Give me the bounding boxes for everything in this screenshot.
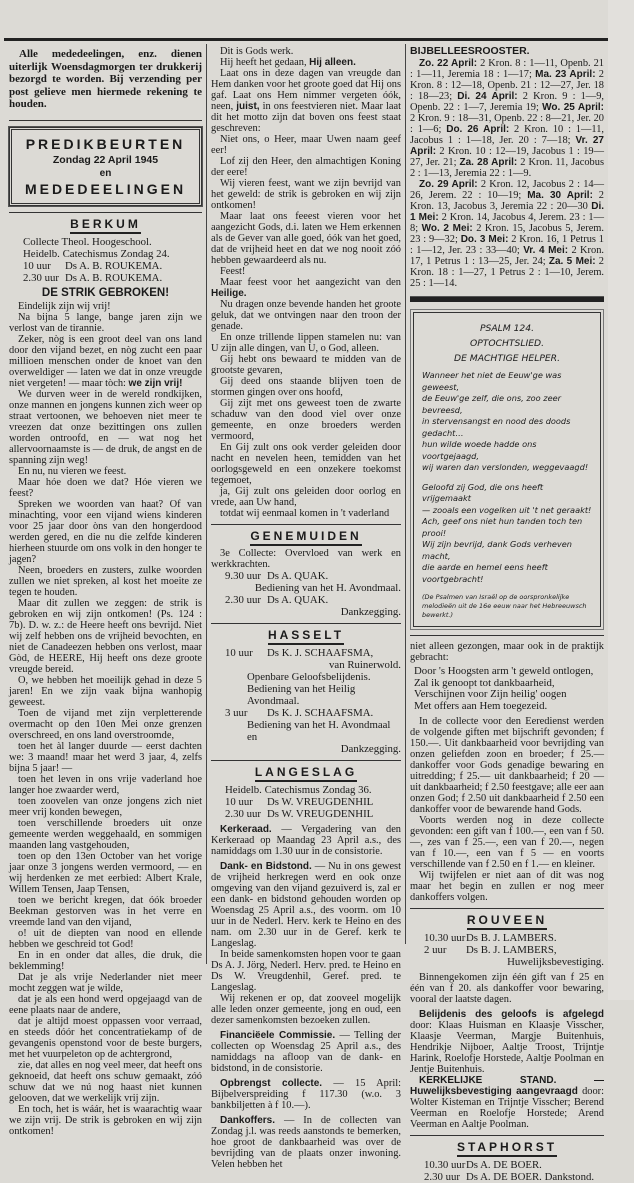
psalm-line: de Eeuw'ge zelf, die ons, zoo zeer bevreesd, bbox=[422, 393, 562, 415]
paragraph: Gij deed ons staande blijven toen de stormen gingen over ons hoofd, bbox=[211, 376, 401, 398]
paragraph bbox=[410, 1075, 604, 1130]
section-divider bbox=[211, 623, 401, 624]
paragraph bbox=[211, 68, 401, 134]
verse-quote bbox=[410, 666, 604, 712]
paragraph: En Gij zult ons ook verder geleiden door nacht en nevelen heen, temidden van het oorlogsgeweld en een onzekere toekomst tegemoet, bbox=[211, 442, 401, 486]
bold-text: Belijdenis des geloofs is afgelegd bbox=[419, 1009, 604, 1020]
bold-text: juist, bbox=[236, 101, 260, 112]
paragraph bbox=[211, 1078, 401, 1111]
paragraph: toen verschillende broeders uit onze gemeente werden weggehaald, en sommigen maanden lang vastgehouden, bbox=[9, 817, 202, 851]
service-entry bbox=[211, 796, 401, 808]
service-time: 2 uur bbox=[424, 944, 447, 956]
paragraph: Voorts werden nog in deze collecte gevonden: een gift van f 100.—, een van f 50.—, zes van f 25.—, een van f 20.—, negen van f 10.—, een van f 5 — en voorts verschillende van f 2.50 en f 1.— en kleiner. bbox=[410, 815, 604, 870]
text-run: 2 Kron. 14, Jacobus 4, Jerem. 23 : 1—8; bbox=[410, 212, 605, 234]
paragraph: Wij twijfelen er niet aan of dit was nog maar het begin en zullen er nog meer dankoffers volgen. bbox=[410, 870, 604, 903]
paragraph: Maar hóe doen we dat? Hóe vieren we feest? bbox=[9, 476, 202, 499]
heavy-divider bbox=[410, 296, 604, 302]
section-divider bbox=[410, 1135, 604, 1136]
service-detail: Openbare Geloofsbelijdenis. bbox=[247, 671, 371, 683]
text-run: door: Wolter Kisteman en Trijntje Visscher; Berend Veerman en Roelofje Horstede; Arend Veerman en Aaltje Poolman. bbox=[410, 1086, 605, 1130]
section-heading-text: LANGESLAG bbox=[255, 765, 357, 782]
bible-schedule-heading: BIJBELLEESROOSTER. bbox=[410, 45, 530, 57]
paragraph: In beide samenkomsten hopen voor te gaan Ds A. J. Jörg, Nederl. Herv. pred. te Heino en Ds W. Vreugdenhil, Geref. pred. te Langeslag. bbox=[211, 949, 401, 993]
service-note: Dankzegging. bbox=[340, 606, 401, 618]
text-run: Zeker, nòg is een groot deel van ons land door den vijand bezet, en nòg zucht een paar millioen menschen onder de knoet van den overweldiger — laten we dat in onze vreugde niet vergeten! — maar tòch: bbox=[9, 333, 202, 389]
service-minister: Ds W. VREUGDENHIL bbox=[267, 808, 374, 820]
bold-text: Heilige. bbox=[211, 288, 247, 299]
service-minister: Ds A. QUAK. bbox=[267, 570, 329, 582]
paragraph: toen het leven in ons vrije vaderland hoe langer hoe zwaarder werd, bbox=[9, 773, 202, 796]
header-box bbox=[9, 127, 202, 206]
paragraph: toen op den 13en October van het vorige jaar onze 3 jongens werden vermoord, — en wij herdenken ze met eerbied: Albert Krale, Willem Tensen, Jaap Tensen, bbox=[9, 850, 202, 895]
service-time: 9.30 uur bbox=[225, 570, 261, 582]
text-run: — In de collecten van Zondag j.l. was reeds aanstonds te bemerken, hoe groot de dankbaarheid was over de bevrijding van de plaats onzer inwoning. Velen hebben het bbox=[211, 1115, 401, 1170]
paragraph: totdat wij eenmaal komen in 't vaderland bbox=[220, 508, 390, 519]
psalm-line: die aarde en hemel eens heeft voortgebracht! bbox=[422, 562, 548, 584]
service-minister: Ds A. B. ROUKEMA. bbox=[65, 259, 163, 272]
bold-text: Ma. 23 April: bbox=[535, 69, 596, 80]
service-entry bbox=[211, 707, 401, 719]
bold-text: Dankoffers. bbox=[220, 1115, 276, 1126]
verse-line: Door 's Hoogsten arm 't geweld ontlogen, bbox=[414, 665, 594, 677]
service-detail: Bediening van het H. Avondmaal en bbox=[247, 719, 391, 743]
paragraph bbox=[211, 57, 401, 68]
service-minister: Ds K. J. SCHAAFSMA, bbox=[267, 647, 374, 659]
psalm-line: Wij zijn bevrijd, dank Gods verheven macht, bbox=[422, 539, 572, 561]
paragraph: Feest! bbox=[220, 266, 246, 277]
service-note: Huwelijksbevestiging. bbox=[507, 956, 604, 968]
bold-text: Wo. 2 Mei: bbox=[421, 223, 473, 234]
text-run: Maar feest voor het aangezicht van den bbox=[220, 277, 401, 288]
section-divider bbox=[410, 635, 604, 636]
text-run: 2 Kron. 18 : 1—27, 1 Petrus 2 : 1—10, Jerem. 25 : 1—14. bbox=[410, 256, 604, 289]
bold-text: Za. 5 Mei: bbox=[548, 256, 596, 267]
paragraph: toen het àl langer duurde — eerst dachten we: 3 maand! maar het werd 3 jaar, 4, zelfs bijna 5 jaar! — bbox=[9, 740, 202, 774]
section-divider bbox=[9, 212, 202, 213]
verse-line: Verschijnen voor Zijn heilig' oogen bbox=[414, 688, 567, 700]
column-left bbox=[9, 46, 202, 1137]
text-run: — 15 April: Bijbelverspreiding f 117.30 (w.o. 3 bankbiljetten à f 10.—). bbox=[211, 1078, 401, 1111]
section-heading bbox=[211, 767, 401, 779]
paragraph: toen zoovelen van onze jongens zich niet meer vrij konden bewegen, bbox=[9, 795, 202, 818]
bold-text: Do. 3 Mei: bbox=[460, 234, 509, 245]
psalm-line: in stervensangst en nood des doods gedacht… bbox=[422, 416, 571, 438]
bold-text: Ma. 30 April: bbox=[527, 190, 593, 201]
psalm-stanza bbox=[422, 370, 592, 474]
bold-text: Zo. 22 April: bbox=[419, 58, 478, 69]
service-entry bbox=[410, 1171, 604, 1183]
text-run: Laat ons in deze dagen van vreugde dan Hem danken voor het groote goed dat Hij ons gaf. Laat ons Hem nimmer vergeten óók, neen, bbox=[211, 68, 401, 112]
bold-text: Di. 24 April: bbox=[457, 91, 518, 102]
psalm-line: hun wilde woede hadde ons voortgejaagd, bbox=[422, 439, 537, 461]
section-heading-text: ROUVEEN bbox=[467, 913, 547, 930]
paragraph bbox=[9, 334, 202, 389]
section-heading bbox=[211, 531, 401, 543]
paragraph bbox=[410, 179, 604, 289]
service-entry bbox=[9, 260, 202, 272]
text-run: 2 Kron. 10 : 1—11, Jacobus 1 : 1—18, Jer. 20 : 7—18; bbox=[410, 124, 604, 146]
paragraph: Dat je als vrije Nederlander niet meer mocht zeggen wat je wilde, bbox=[9, 971, 202, 994]
service-entry bbox=[211, 570, 401, 582]
text-run: 2 Kron. 12, Jacobus 2 : 14—26, Jerem. 22 : 10—19; bbox=[410, 179, 604, 201]
psalm-line: wij waren dan verslonden, weggevaagd! bbox=[422, 462, 589, 472]
column-divider bbox=[206, 44, 207, 964]
text-run: 2 Kron. 13, Jacobus 3, Jeremia 22 : 20—30 bbox=[410, 190, 604, 212]
paragraph: Niet ons, o Heer, maar Uwen naam geef eer! bbox=[211, 134, 401, 156]
bold-text: Za. 28 April: bbox=[459, 157, 518, 168]
article-title: DE STRIK GEBROKEN! bbox=[41, 286, 170, 299]
text-run: 2 Kron. 8 : 12—18, Openb. 21 : 12—27, Jer. 18 : 18—23; bbox=[410, 69, 604, 102]
paragraph bbox=[211, 1115, 401, 1170]
service-note: van Ruinerwold. bbox=[329, 659, 401, 671]
paragraph: Neen, broeders en zusters, zulke woorden zullen we niet spreken, al kost het moeite ze tegen te houden. bbox=[9, 564, 202, 598]
paragraph: o! uit de diepten van nood en ellende hebben we geschreid tot God! bbox=[9, 927, 202, 950]
info-line: Heidelb. Catechismus Zondag 24. bbox=[23, 247, 170, 260]
section-divider bbox=[410, 908, 604, 909]
page-margin bbox=[608, 0, 634, 1000]
psalm-line: Ach, geef ons niet hun tanden toch ten prooi! bbox=[422, 516, 583, 538]
paragraph: dat je altijd moest oppassen voor verraad, en steeds dóór het concentratiekamp of de gevangenis openstond voor de beste burgers, met het vuurpeleton op de achtergrond, bbox=[9, 1015, 202, 1060]
paragraph: En onze trillende lippen stamelen nu: van U zijn alle dingen, van U, o God, alleen. bbox=[211, 332, 401, 354]
section-divider bbox=[211, 760, 401, 761]
bold-text: Do. 26 April: bbox=[446, 124, 510, 135]
paragraph: En toch, het is wáár, het is waarachtig waar we zijn vrij. De strik is gebroken en wij zijn ontkomen! bbox=[9, 1103, 202, 1137]
service-time: 10 uur bbox=[225, 647, 253, 659]
section-heading bbox=[9, 216, 202, 231]
bold-text: Vr. 27 April: bbox=[410, 135, 604, 157]
paragraph: 3e Collecte: Overvloed van werk en werkkrachten. bbox=[211, 548, 401, 570]
header-box-line: en bbox=[99, 167, 112, 179]
info-line: Collecte Theol. Hoogeschool. bbox=[23, 235, 152, 248]
psalm-note: (De Psalmen van Israël op de oorspronkelijke melodieën uit de 16e eeuw naar het Hebreeuwsch bewerkt.) bbox=[422, 593, 587, 619]
paragraph bbox=[211, 824, 401, 857]
bold-text: Di. 1 Mei: bbox=[410, 201, 604, 223]
service-time: 10.30 uur bbox=[424, 932, 466, 944]
service-minister: Ds B. J. LAMBERS, bbox=[466, 944, 557, 956]
section-divider bbox=[9, 120, 202, 121]
paragraph: Toen de vijand met zijn verpletterende overmacht op den 10en Mei onze grenzen overschreed, en ons land overstroomde, bbox=[9, 707, 202, 741]
bold-text: we zijn vrij! bbox=[128, 377, 183, 389]
service-entry bbox=[211, 647, 401, 659]
paragraph: Maar dit zullen we zeggen: de strik is gebroken en wij zijn ontkomen! (Ps. 124 : 7b). D. w. z.: de Heere heeft ons bevrijd. Niet wij zelf hebben ons de vrijheid bevochten, en niet de Canadeezen hebben ons verlost, maar Gòd, de HEERE, Hij heeft ons deze groote vreugde bereid. bbox=[9, 597, 202, 675]
header-box-line: PREDIKBEURTEN bbox=[25, 135, 186, 152]
paragraph: Gij zijt met ons geweest toen de zwarte schaduw van den dood viel over onze gemeente, en onze broeders werden vermoord, bbox=[211, 398, 401, 442]
text-run: — Telling der collecten op Woensdag 25 April a.s., des namiddags na afloop van de dank- en bidstond, in de consistorie. bbox=[211, 1030, 401, 1074]
service-minister: Ds A. DE BOER. Dankstond. bbox=[466, 1171, 595, 1183]
text-run: 2 Kron. 10 : 12—19, Jacobus 1 : 19—27, Jer. 21; bbox=[410, 146, 604, 168]
service-minister: Ds A. QUAK. bbox=[267, 594, 329, 606]
section-heading-text: HASSELT bbox=[268, 628, 344, 645]
text-run: Hij heeft het gedaan, bbox=[220, 57, 310, 68]
service-time: 2.30 uur bbox=[225, 808, 261, 820]
paragraph: Na bijna 5 lange, bange jaren zijn we verlost van de tirannie. bbox=[9, 311, 202, 334]
bold-text: Vr. 4 Mei: bbox=[523, 245, 569, 256]
service-time: 3 uur bbox=[225, 707, 248, 719]
service-minister: Ds W. VREUGDENHIL bbox=[267, 796, 374, 808]
bold-text: Dank- en Bidstond. bbox=[220, 861, 312, 872]
service-entry bbox=[9, 272, 202, 284]
verse-line: Met offers aan Hem toegezeid. bbox=[414, 699, 548, 712]
psalm-heading: DE MACHTIGE HELPER. bbox=[454, 353, 560, 364]
info-line: Heidelb. Catechismus Zondag 36. bbox=[225, 784, 372, 796]
service-time: 10 uur bbox=[225, 796, 253, 808]
paragraph: Gij hebt ons bewaard te midden van de grootste gevaren, bbox=[211, 354, 401, 376]
paragraph: Spreken we woorden van haat? Of van minachting, voor een vijand wiens kinderen voor 25 jaar door òns van den hongerdood werden gered, en die nu die zelfde kinderen hierheen stuurde om ons volk in den honger te jagen? bbox=[9, 498, 202, 565]
top-rule bbox=[4, 38, 608, 41]
paragraph: O, we hebben het moeilijk gehad in deze 5 jaren! En we zijn vaak bijna wanhopig geweest. bbox=[9, 674, 202, 708]
paragraph: dat je als een hond werd opgejaagd van de eene plaats naar de andere, bbox=[9, 993, 202, 1016]
text-run: 2 Kron. 8 : 1—11, Openb. 21 : 1—11, Jeremia 18 : 1—17; bbox=[410, 58, 604, 80]
bold-text: Financiëele Commissie. bbox=[220, 1030, 336, 1041]
psalm-box bbox=[413, 312, 601, 627]
paragraph: toen we bericht kregen, dat óók broeder Beekman gestorven was in het verre en vreemde land van den vijand, bbox=[9, 894, 202, 928]
text-run: 2 Kron. 15, Jacobus 5, Jerem. 23 : 9—32; bbox=[410, 223, 604, 245]
service-minister: Ds A. B. ROUKEMA. bbox=[65, 271, 163, 284]
paragraph: Binnengekomen zijn één gift van f 25 en één van f 20. als dankoffer voor bewaring, vooral der laatste dagen. bbox=[410, 972, 604, 1005]
paragraph: ja, Gij zult ons geleiden door oorlog en vrede, aan Uw hand, bbox=[211, 486, 401, 508]
service-entry bbox=[211, 808, 401, 820]
service-detail: Bediening van het Heilig Avondmaal. bbox=[247, 683, 356, 707]
text-run: 2 Kron. 11, Jacobus 2 : 1—13, Jeremia 22 : 1—9. bbox=[410, 157, 604, 179]
section-heading bbox=[410, 1142, 604, 1154]
section-heading bbox=[211, 630, 401, 642]
column-middle bbox=[211, 46, 401, 1170]
section-heading-text: GENEMUIDEN bbox=[250, 529, 361, 546]
verse-line: Zal ik genoopt tot dankbaarheid, bbox=[414, 676, 555, 689]
notice-text: Alle mededeelingen, enz. dienen uiterlijk Woensdagmorgen ter drukkerij bezorgd te worden. Bij verzending per post gelieve men hiermede rekening te houden. bbox=[9, 48, 202, 110]
bold-text: Zo. 29 April: bbox=[419, 179, 478, 190]
text-run: — Vergadering van den Kerkeraad op Maandag 23 April a.s., des namiddags om 1.30 uur in de consistorie. bbox=[211, 824, 401, 857]
paragraph bbox=[211, 1030, 401, 1074]
text-run: — Nu in ons gewest de vrijheid herkregen werd en ook onze omgeving van den vijand gezuiverd is, zal er een dank- en bidstond gehouden worden op Woensdag 25 April a.s., des voorm. om 10 uur in de Nederl. Herv. kerk te Heino en des nam. om 2.30 uur in de Geref. kerk te Langeslag. bbox=[211, 861, 401, 949]
service-entry bbox=[211, 594, 401, 606]
psalm-line: — zooals een vogelken uit 't net geraakt! bbox=[422, 504, 592, 515]
psalm-heading: PSALM 124. bbox=[479, 323, 535, 334]
section-heading-text: BERKUM bbox=[70, 217, 141, 234]
bold-text: Hij alleen. bbox=[309, 57, 356, 68]
text-run: 2 Kron. 17, 1 Petrus 1 : 13—25, Jer. 24; bbox=[410, 245, 605, 267]
paragraph: En in en onder dat alles, die druk, die beklemming! bbox=[9, 949, 202, 972]
column-right bbox=[410, 46, 604, 1183]
service-minister: Ds A. DE BOER. bbox=[466, 1159, 542, 1171]
text-run: door: Klaas Huisman en Klaasje Visscher, Klaasje Veerman, Margje Buitenhuis, Hendrikje Nijboer, Aaltje Troost, Trijntje Harink, Roelofje Horstede, Aaltje Poolman en Jentje Buitenhuis. bbox=[410, 1020, 604, 1075]
section-heading bbox=[410, 915, 604, 927]
paragraph: zie, dat alles en nog veel meer, dat heeft ons geknoeid, dat heeft ons schuw gemaakt, zóó schuw dat we nú nog haast niet kunnen gelooven, dat we werkelijk vrij zijn. bbox=[9, 1059, 202, 1104]
service-minister: Ds K. J. SCHAAFSMA. bbox=[267, 707, 374, 719]
service-entry bbox=[410, 944, 604, 956]
service-note: Dankzegging. bbox=[340, 743, 401, 755]
paragraph: Dit is Gods werk. bbox=[220, 46, 294, 57]
text-run: in ons feestvieren niet. Maar laat dit het motto zijn dat boven ons feest staat geschreven: bbox=[211, 101, 401, 134]
paragraph: Eindelijk zijn wij vrij! bbox=[18, 300, 111, 312]
service-time: 10.30 uur bbox=[424, 1159, 466, 1171]
paragraph: niet alleen gezongen, maar ook in de praktijk gebracht: bbox=[410, 641, 604, 663]
service-note: Bediening van het H. Avondmaal. bbox=[254, 582, 401, 594]
psalm-heading: OPTOCHTSLIED. bbox=[469, 338, 544, 349]
paragraph bbox=[211, 277, 401, 299]
paragraph: En nu, nu vieren we feest. bbox=[18, 465, 127, 477]
paragraph: Lof zij den Heer, den almachtigen Koning der eere! bbox=[211, 156, 401, 178]
text-run: 2 Kron. 16, 1 Petrus 1 : 1—12, Jer. 23 : 33—40; bbox=[410, 234, 605, 256]
text-run: 2 Kron. 9 : 18—31, Openb. 22 : 8—21, Jer. 20 : 1—6; bbox=[410, 113, 604, 135]
psalm-stanza bbox=[422, 482, 592, 586]
column-divider bbox=[405, 44, 406, 944]
service-time: 2.30 uur bbox=[424, 1171, 460, 1183]
bold-text: Wo. 25 April: bbox=[542, 102, 604, 113]
bold-text: Kerkeraad. bbox=[220, 824, 272, 835]
header-box-line: MEDEDEELINGEN bbox=[24, 180, 187, 197]
paragraph bbox=[410, 58, 604, 179]
section-heading-text: STAPHORST bbox=[457, 1140, 557, 1157]
text-run: 2 Kron. 9 : 1—9, Openb. 22 : 1—7, Jeremia 19; bbox=[410, 91, 604, 113]
bold-text: Opbrengst collecte. bbox=[220, 1078, 323, 1089]
paragraph bbox=[211, 861, 401, 949]
service-time: 2.30 uur bbox=[225, 594, 261, 606]
paragraph: In de collecte voor den Eeredienst werden de volgende giften met bijschrift gevonden; f 150.—. Uit dankbaarheid voor bevrijding van onzen geliefden zoon en broeder; f 25.— dankoffer voor Gods genadige bewaring en uitredding; f 25.— uit dankbaarheid; f 20 — uit dankbaarheid; f 2.50 feestgave; alle eer aan onzen God; f 2.50 uit dankbaarheid f 2.50 een dankoffer voor de bewarende hand Gods. bbox=[410, 716, 604, 815]
service-minister: Ds B. J. LAMBERS. bbox=[466, 932, 557, 944]
paragraph: Wij vieren feest, want we zijn bevrijd van het geweld: de strik is gebroken en wij zijn ontkomen! bbox=[211, 178, 401, 211]
paragraph: Maar laat ons feeest vieren voor het aangezicht Gods, d.i. laten we Hem erkennen als de Gever van alle goed, óók van het goed, dat de vrijheid heet en dat we nog nooit zóó hebben gewaardeerd als nu. bbox=[211, 211, 401, 266]
psalm-line: Wanneer het niet de Eeuw'ge was geweest, bbox=[422, 370, 562, 392]
psalm-line: Geloofd zij God, die ons heeft vrijgemaakt bbox=[422, 481, 544, 503]
bold-text: KERKELIJKE STAND. — Huwelijksbevestiging aangevraagd bbox=[410, 1075, 604, 1097]
service-entry bbox=[410, 932, 604, 944]
service-time: 2.30 uur bbox=[23, 271, 59, 284]
paragraph: We durven weer in de wereld rondkijken, onze mannen en jongens kunnen zich weer op straat vertoonen, we behoeven niet meer te vreezen dat onze bezittingen ons zullen worden ontroofd, en — wat nog het allervoornaamste is — de druk, de angst en de spanning zijn weg! bbox=[9, 388, 202, 466]
section-divider bbox=[211, 524, 401, 525]
header-box-line: Zondag 22 April 1945 bbox=[52, 153, 159, 166]
paragraph: Wij rekenen er op, dat zooveel mogelijk alle leden onzer gemeente, jong en oud, een dezer samenkomsten bezoeken zullen. bbox=[211, 993, 401, 1026]
service-entry bbox=[410, 1159, 604, 1171]
paragraph: Nu dragen onze bevende handen het groote geluk, dat we ontvingen naar den troon der genade. bbox=[211, 299, 401, 332]
service-time: 10 uur bbox=[23, 259, 51, 272]
paragraph bbox=[410, 1009, 604, 1075]
